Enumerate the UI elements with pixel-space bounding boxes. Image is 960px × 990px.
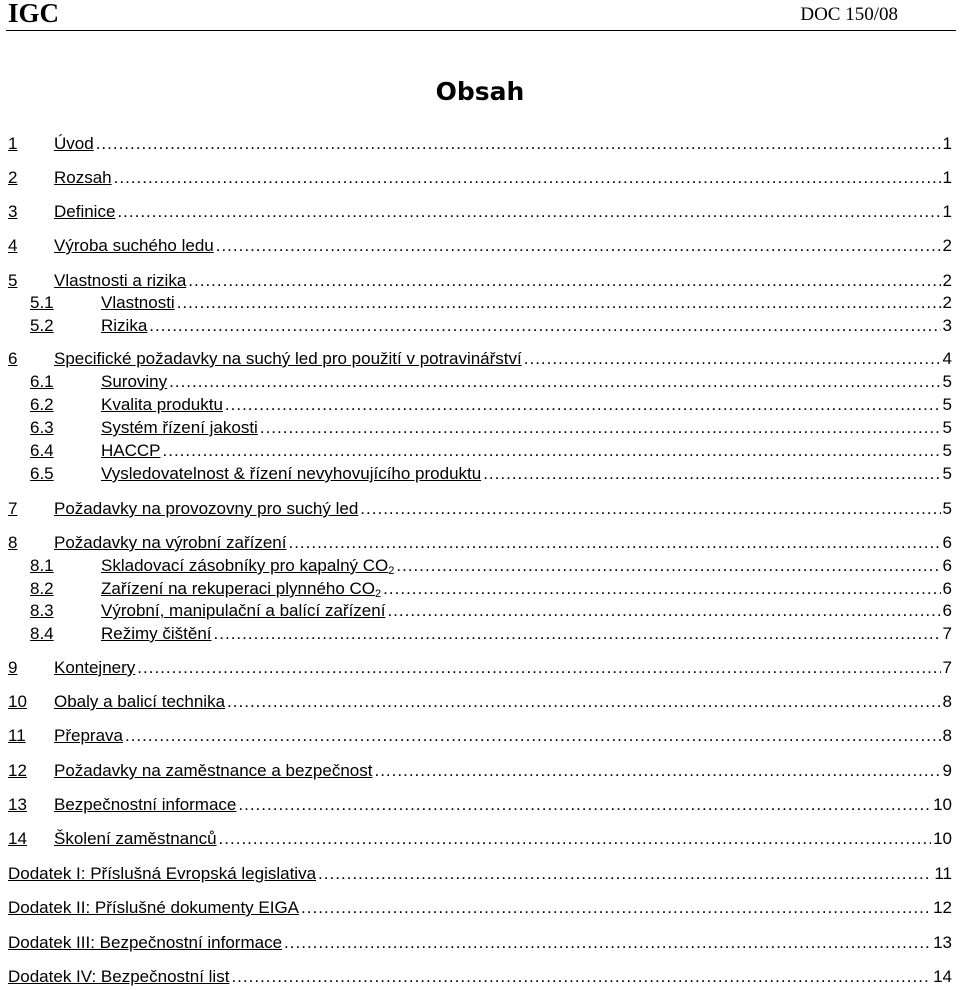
- dot-leader: [238, 794, 931, 816]
- toc-entry-page: 1: [942, 134, 952, 153]
- toc-entry-page: 10: [933, 795, 952, 814]
- toc-entry[interactable]: [0, 315, 960, 337]
- toc-entry-title[interactable]: Úvod: [54, 134, 94, 153]
- dot-leader: [117, 201, 940, 223]
- toc-entry-page: 5: [942, 395, 952, 414]
- toc-entry-title[interactable]: Rizika: [101, 316, 148, 335]
- dot-leader: [301, 897, 931, 919]
- toc-entry[interactable]: [0, 578, 960, 600]
- toc-entry-title[interactable]: Rozsah: [54, 168, 112, 187]
- toc-entry[interactable]: [0, 167, 960, 189]
- toc-entry-title[interactable]: Přeprava: [54, 726, 123, 745]
- toc-entry[interactable]: [0, 725, 960, 747]
- toc-entry-title[interactable]: Režimy čištění: [101, 624, 212, 643]
- toc-entry-page: 2: [942, 293, 952, 312]
- dot-leader: [284, 932, 931, 954]
- toc-entry[interactable]: [0, 235, 960, 257]
- subscript: 2: [388, 565, 395, 577]
- dot-leader: [114, 167, 941, 189]
- toc-entry-title[interactable]: Požadavky na provozovny pro suchý led: [54, 499, 359, 518]
- toc-entry-page: 7: [942, 624, 952, 643]
- dot-leader: [96, 133, 941, 155]
- toc-entry-number[interactable]: 7: [8, 499, 18, 518]
- toc-entry-page: 6: [942, 556, 952, 575]
- toc-entry-page: 5: [942, 499, 952, 518]
- toc-entry-number[interactable]: 6.3: [30, 418, 54, 437]
- toc-entry-page: 5: [942, 464, 952, 483]
- toc-entry-title[interactable]: Požadavky na výrobní zařízení: [54, 533, 287, 552]
- toc-entry[interactable]: [0, 394, 960, 416]
- dot-leader: [260, 417, 941, 439]
- toc-entry-page: 5: [942, 418, 952, 437]
- toc-entry-number[interactable]: 5.1: [30, 293, 54, 312]
- dot-leader: [231, 966, 931, 988]
- toc-entry[interactable]: [0, 498, 960, 520]
- toc-entry-page: 6: [942, 601, 952, 620]
- toc-entry-number[interactable]: 5.2: [30, 316, 54, 335]
- dot-leader: [125, 725, 941, 747]
- toc-entry-page: 9: [942, 761, 952, 780]
- toc-entry-title[interactable]: Vlastnosti a rizika: [54, 271, 187, 290]
- document-number: DOC 150/08: [800, 4, 898, 25]
- toc-entry-number[interactable]: 12: [8, 761, 27, 780]
- toc-entry[interactable]: [0, 417, 960, 439]
- toc-entry-number[interactable]: 1: [8, 134, 18, 153]
- igc-logo: IGC: [8, 0, 60, 28]
- toc-entry-page: 8: [942, 692, 952, 711]
- dot-leader: [374, 760, 940, 782]
- toc-entry-title[interactable]: Skladovací zásobníky pro kapalný $CO_2$: [101, 556, 395, 577]
- toc-entry-page: 1: [942, 202, 952, 221]
- dot-leader: [169, 371, 940, 393]
- toc-entry-page: 4: [942, 349, 952, 368]
- toc-entry-number[interactable]: 5: [8, 271, 18, 290]
- toc-entry[interactable]: [0, 828, 960, 850]
- toc-entry[interactable]: [0, 897, 960, 919]
- page-header: [0, 0, 960, 30]
- toc-entry-page: 12: [933, 898, 952, 917]
- dot-leader: [360, 498, 940, 520]
- toc-entry-title[interactable]: Kontejnery: [54, 658, 136, 677]
- toc-entry-number[interactable]: 3: [8, 202, 18, 221]
- toc-entry[interactable]: [0, 201, 960, 223]
- toc-entry-page: 5: [942, 441, 952, 460]
- dot-leader: [177, 292, 941, 314]
- toc-entry-title[interactable]: Výroba suchého ledu: [54, 236, 214, 255]
- toc-entry-number[interactable]: 6.1: [30, 372, 54, 391]
- dot-leader: [318, 863, 932, 885]
- toc-entry-number[interactable]: 14: [8, 829, 27, 848]
- toc-entry-title[interactable]: Bezpečnostní informace: [54, 795, 237, 814]
- toc-entry-page: 6: [942, 579, 952, 598]
- dot-leader: [288, 532, 940, 554]
- toc-entry-page: 6: [942, 533, 952, 552]
- dot-leader: [387, 600, 940, 622]
- toc-entry-number[interactable]: 8: [8, 533, 18, 552]
- toc-entry[interactable]: [0, 371, 960, 393]
- toc-entry-title[interactable]: Požadavky na zaměstnance a bezpečnost: [54, 761, 373, 780]
- dot-leader: [227, 691, 940, 713]
- toc-entry-title[interactable]: Dodatek II: Příslušné dokumenty EIGA: [8, 898, 300, 917]
- toc-entry-title[interactable]: HACCP: [101, 441, 161, 460]
- toc-entry[interactable]: [0, 270, 960, 292]
- page-title: Obsah: [435, 77, 525, 106]
- toc-entry-page: 7: [942, 658, 952, 677]
- toc-entry-number[interactable]: 6.2: [30, 395, 54, 414]
- toc-entry-page: 13: [933, 933, 952, 952]
- toc-entry-title[interactable]: Dodatek I: Příslušná Evropská legislativa: [8, 864, 317, 883]
- toc-entry-page: 14: [933, 967, 952, 986]
- toc-entry-title[interactable]: Dodatek IV: Bezpečnostní list: [8, 967, 230, 986]
- toc-entry[interactable]: [0, 555, 960, 577]
- dot-leader: [396, 555, 940, 577]
- toc-entry-page: 8: [942, 726, 952, 745]
- toc-entry-title[interactable]: Vysledovatelnost & řízení nevyhovujícího produktu: [101, 464, 482, 483]
- toc-entry[interactable]: [0, 932, 960, 954]
- toc-entry[interactable]: [0, 463, 960, 485]
- toc-entry-page: 11: [934, 864, 952, 883]
- toc-entry-title[interactable]: Obaly a balicí technika: [54, 692, 226, 711]
- toc-entry-number[interactable]: 6.5: [30, 464, 54, 483]
- toc-entry[interactable]: [0, 133, 960, 155]
- toc-entry[interactable]: [0, 623, 960, 645]
- toc-entry-page: 2: [942, 271, 952, 290]
- toc-entry[interactable]: [0, 348, 960, 370]
- toc-entry-number[interactable]: 2: [8, 168, 18, 187]
- toc-entry-number[interactable]: 6.4: [30, 441, 54, 460]
- dot-leader: [483, 463, 940, 485]
- toc-entry[interactable]: [0, 440, 960, 462]
- toc-entry[interactable]: [0, 600, 960, 622]
- toc-entry-number[interactable]: 11: [8, 726, 26, 745]
- toc-entry-number[interactable]: 10: [8, 692, 27, 711]
- toc-entry-page: 10: [933, 829, 952, 848]
- dot-leader: [188, 270, 940, 292]
- toc-entry[interactable]: [0, 532, 960, 554]
- dot-leader: [524, 348, 941, 370]
- toc-entry-number[interactable]: 4: [8, 236, 18, 255]
- dot-leader: [214, 623, 941, 645]
- toc-entry-title[interactable]: Kvalita produktu: [101, 395, 223, 414]
- toc-entry[interactable]: [0, 863, 960, 885]
- toc-entry-title[interactable]: Výrobní, manipulační a balící zařízení: [101, 601, 386, 620]
- toc-entry-page: 1: [942, 168, 952, 187]
- dot-leader: [137, 657, 940, 679]
- toc-entry-page: 2: [942, 236, 952, 255]
- dot-leader: [225, 394, 941, 416]
- toc-entry-page: 3: [942, 316, 952, 335]
- dot-leader: [383, 578, 940, 600]
- toc-entry-title[interactable]: Školení zaměstnanců: [54, 829, 217, 848]
- toc-entry[interactable]: [0, 292, 960, 314]
- toc-entry-number[interactable]: 8.2: [30, 579, 54, 598]
- toc-entry[interactable]: [0, 966, 960, 988]
- header-rule: [6, 30, 956, 31]
- toc-entry-title[interactable]: Vlastnosti: [101, 293, 175, 312]
- toc-entry-title[interactable]: Specifické požadavky na suchý led pro použití v potravinářství: [54, 349, 522, 368]
- toc-entry-page: 5: [942, 372, 952, 391]
- toc-entry-number[interactable]: 9: [8, 658, 18, 677]
- toc-entry-number[interactable]: 13: [8, 795, 27, 814]
- toc-entry-title[interactable]: Dodatek III: Bezpečnostní informace: [8, 933, 283, 952]
- dot-leader: [216, 235, 941, 257]
- toc-entry-number[interactable]: 8.1: [30, 556, 54, 575]
- toc-entry-number[interactable]: 6: [8, 349, 18, 368]
- toc-entry-number[interactable]: 8.3: [30, 601, 54, 620]
- toc-entry-title[interactable]: Suroviny: [101, 372, 168, 391]
- toc-entry[interactable]: [0, 760, 960, 782]
- toc-entry-title[interactable]: Systém řízení jakosti: [101, 418, 258, 437]
- toc-entry[interactable]: [0, 691, 960, 713]
- toc-entry[interactable]: [0, 794, 960, 816]
- toc-entry-title[interactable]: Zařízení na rekuperaci plynného $CO_2$: [101, 579, 382, 600]
- dot-leader: [219, 828, 932, 850]
- toc-entry-title[interactable]: Definice: [54, 202, 116, 221]
- toc-entry[interactable]: [0, 657, 960, 679]
- dot-leader: [149, 315, 940, 337]
- toc-entry-number[interactable]: 8.4: [30, 624, 54, 643]
- subscript: 2: [375, 588, 382, 600]
- dot-leader: [163, 440, 941, 462]
